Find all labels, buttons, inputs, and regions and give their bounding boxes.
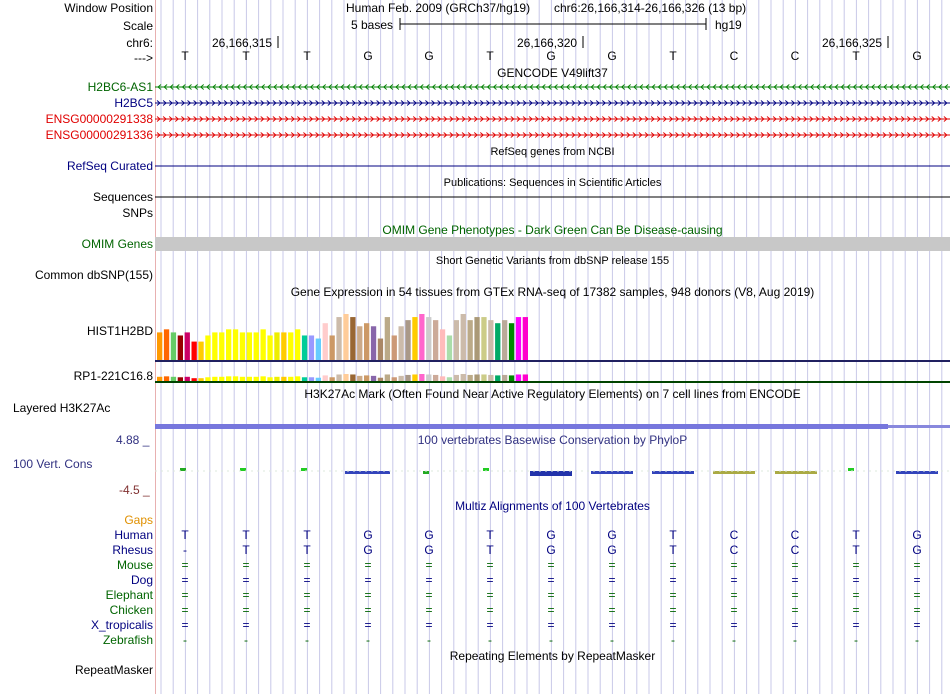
gtex-bar-48[interactable] xyxy=(488,375,493,381)
gtex-bar-3[interactable] xyxy=(178,335,183,360)
align-x_tropicalis-6: = xyxy=(547,618,555,632)
base-10: C xyxy=(790,49,800,63)
align-rhesus-6: G xyxy=(546,543,556,557)
align-rhesus-12: G xyxy=(912,543,922,557)
align-x_tropicalis-9: = xyxy=(730,618,738,632)
species-label-elephant[interactable]: Elephant xyxy=(105,588,153,602)
ruler-tick-2: 26,166,320 xyxy=(517,36,578,50)
align-zebrafish-8: - xyxy=(671,633,675,647)
snps-label[interactable]: SNPs xyxy=(122,206,153,220)
gtex-bar-15[interactable] xyxy=(261,329,266,360)
align-rhesus-10: C xyxy=(790,543,800,557)
gene-label-h2bc5[interactable]: H2BC5 xyxy=(114,96,153,110)
gtex-bar-6[interactable] xyxy=(198,342,203,360)
gtex-bar-40[interactable] xyxy=(433,375,438,381)
align-x_tropicalis-4: = xyxy=(425,618,433,632)
gtex-bar-21[interactable] xyxy=(302,377,307,381)
phylop-label[interactable]: 100 Vert. Cons xyxy=(13,457,93,471)
align-mouse-0: = xyxy=(181,558,189,572)
align-rhesus-3: G xyxy=(363,543,373,557)
gtex-bar-16[interactable] xyxy=(267,335,272,360)
publications-label[interactable]: Sequences xyxy=(92,190,153,204)
species-label-dog[interactable]: Dog xyxy=(130,573,153,587)
align-elephant-4: = xyxy=(425,588,433,602)
base-12: G xyxy=(912,49,922,63)
align-human-12: G xyxy=(912,528,922,542)
species-label-x_tropicalis[interactable]: X_tropicalis xyxy=(90,618,153,632)
phylop-title: 100 vertebrates Basewise Conservation by PhyloP xyxy=(417,433,688,447)
gtex-bar-22[interactable] xyxy=(309,377,314,381)
gtex-bar-51[interactable] xyxy=(509,323,514,360)
scale-label: Scale xyxy=(122,19,153,33)
gtex-bar-47[interactable] xyxy=(481,374,486,381)
gtex-bar-35[interactable] xyxy=(399,376,404,381)
gtex-bar-52[interactable] xyxy=(516,317,521,360)
gtex-bar-37[interactable] xyxy=(412,317,417,360)
gtex-bar-53[interactable] xyxy=(523,374,528,381)
gtex-bar-45[interactable] xyxy=(468,320,473,360)
gtex-bar-35[interactable] xyxy=(399,326,404,360)
align-chicken-4: = xyxy=(425,603,433,617)
align-rhesus-7: G xyxy=(607,543,617,557)
align-x_tropicalis-2: = xyxy=(303,618,311,632)
ruler-tick-3: 26,166,325 xyxy=(822,36,883,50)
align-mouse-8: = xyxy=(669,558,677,572)
align-elephant-8: = xyxy=(669,588,677,602)
gtex-bar-25[interactable] xyxy=(330,377,335,381)
align-rhesus-1: T xyxy=(242,543,250,557)
gtex-bar-29[interactable] xyxy=(357,326,362,360)
gtex-bar-28[interactable] xyxy=(350,374,355,381)
scale-db: hg19 xyxy=(715,18,742,32)
gtex-bar-5[interactable] xyxy=(192,342,197,360)
align-x_tropicalis-12: = xyxy=(913,618,921,632)
gtex-bar-34[interactable] xyxy=(392,335,397,360)
gtex-bar-1[interactable] xyxy=(164,329,169,360)
align-dog-3: = xyxy=(364,573,372,587)
h3k27ac-title: H3K27Ac Mark (Often Found Near Active Regulatory Elements) on 7 cell lines from ENCODE xyxy=(304,387,801,401)
ruler-tick-1: 26,166,315 xyxy=(212,36,273,50)
gtex-bar-44[interactable] xyxy=(461,314,466,360)
base-3: G xyxy=(363,49,373,63)
gtex-bar-49[interactable] xyxy=(495,375,500,381)
gtex-bar-19[interactable] xyxy=(288,377,293,381)
align-x_tropicalis-1: = xyxy=(242,618,250,632)
assembly-text: Human Feb. 2009 (GRCh37/hg19) xyxy=(346,1,531,15)
gtex-bar-19[interactable] xyxy=(288,332,293,360)
gtex-bar-39[interactable] xyxy=(426,317,431,360)
align-x_tropicalis-11: = xyxy=(852,618,860,632)
gtex-bar-44[interactable] xyxy=(461,374,466,381)
gtex-bar-26[interactable] xyxy=(336,317,341,360)
gtex-bar-26[interactable] xyxy=(336,374,341,381)
align-dog-12: = xyxy=(913,573,921,587)
align-chicken-9: = xyxy=(730,603,738,617)
gtex-bar-14[interactable] xyxy=(254,377,259,381)
gtex-bar-33[interactable] xyxy=(385,374,390,381)
align-elephant-12: = xyxy=(913,588,921,602)
omim-bar[interactable] xyxy=(155,237,950,251)
align-dog-10: = xyxy=(791,573,799,587)
gtex-bar-50[interactable] xyxy=(502,375,507,381)
gtex-bar-47[interactable] xyxy=(481,317,486,360)
gtex-bar-53[interactable] xyxy=(523,317,528,360)
align-human-11: T xyxy=(852,528,860,542)
align-chicken-11: = xyxy=(852,603,860,617)
gtex-bar-chart[interactable] xyxy=(157,314,528,360)
align-dog-0: = xyxy=(181,573,189,587)
gtex-title: Gene Expression in 54 tissues from GTEx RNA-seq of 17382 samples, 948 donors (V8, Aug 2019) xyxy=(290,285,815,299)
gtex-bar-8[interactable] xyxy=(212,377,217,381)
align-human-8: T xyxy=(669,528,677,542)
species-label-mouse[interactable]: Mouse xyxy=(116,558,153,572)
gtex-bar-38[interactable] xyxy=(419,314,424,360)
gtex-bar-5[interactable] xyxy=(192,378,197,381)
multiz-title: Multiz Alignments of 100 Vertebrates xyxy=(455,499,650,513)
gtex-bar-13[interactable] xyxy=(247,332,252,360)
align-dog-1: = xyxy=(242,573,250,587)
base-5: T xyxy=(486,49,494,63)
align-rhesus-2: T xyxy=(303,543,311,557)
gtex-bar-2[interactable] xyxy=(171,377,176,381)
chrom-label: chr6: xyxy=(126,36,153,50)
gtex-bar-28[interactable] xyxy=(350,317,355,360)
arrow-label: ---> xyxy=(134,51,153,65)
omim-label[interactable]: OMIM Genes xyxy=(81,237,153,251)
base-8: T xyxy=(669,49,677,63)
gtex-bar-37[interactable] xyxy=(412,374,417,381)
align-rhesus-9: C xyxy=(729,543,739,557)
align-x_tropicalis-10: = xyxy=(791,618,799,632)
align-human-7: G xyxy=(607,528,617,542)
gtex-bar-8[interactable] xyxy=(212,332,217,360)
align-human-4: G xyxy=(424,528,434,542)
refseq-label[interactable]: RefSeq Curated xyxy=(66,159,153,173)
gtex-bar-1[interactable] xyxy=(164,376,169,381)
gtex-bar-36[interactable] xyxy=(405,320,410,360)
gtex-bar-6[interactable] xyxy=(198,378,203,381)
gtex-bar-7[interactable] xyxy=(205,377,210,381)
align-elephant-6: = xyxy=(547,588,555,602)
gtex-bar-14[interactable] xyxy=(254,332,259,360)
gtex-bar-45[interactable] xyxy=(468,375,473,381)
gtex-bar-41[interactable] xyxy=(440,329,445,360)
gtex-bar-50[interactable] xyxy=(502,320,507,360)
gtex-bar-0[interactable] xyxy=(157,332,162,360)
position-text[interactable]: chr6:26,166,314-26,166,326 (13 bp) xyxy=(554,1,747,15)
gtex-bar-30[interactable] xyxy=(364,375,369,381)
dna-sequence-row[interactable] xyxy=(0,49,950,63)
base-1: T xyxy=(242,49,250,63)
align-elephant-2: = xyxy=(303,588,311,602)
align-chicken-12: = xyxy=(913,603,921,617)
gtex-bar-23[interactable] xyxy=(316,378,321,381)
phylop-max: 4.88 _ xyxy=(116,433,150,447)
align-elephant-0: = xyxy=(181,588,189,602)
align-zebrafish-10: - xyxy=(793,633,797,647)
window-position-label: Window Position xyxy=(64,1,153,15)
gtex-bar-3[interactable] xyxy=(178,377,183,381)
gtex-bar-41[interactable] xyxy=(440,376,445,381)
repeatmasker-label[interactable]: RepeatMasker xyxy=(74,663,153,677)
align-human-9: C xyxy=(729,528,739,542)
gtex-bar-32[interactable] xyxy=(378,339,383,360)
align-mouse-11: = xyxy=(852,558,860,572)
align-elephant-10: = xyxy=(791,588,799,602)
gtex-bar-0[interactable] xyxy=(157,377,162,381)
align-zebrafish-7: - xyxy=(610,633,614,647)
align-chicken-5: = xyxy=(486,603,494,617)
gtex-bar-15[interactable] xyxy=(261,376,266,381)
phylop-mark-6 xyxy=(530,471,572,476)
gtex-bar-24[interactable] xyxy=(323,323,328,360)
gtex-bar-4[interactable] xyxy=(185,377,190,381)
gtex-bar-7[interactable] xyxy=(205,335,210,360)
gtex-bar-52[interactable] xyxy=(516,374,521,381)
align-zebrafish-2: - xyxy=(305,633,309,647)
align-elephant-7: = xyxy=(608,588,616,602)
gencode-gene-lines xyxy=(155,85,950,138)
align-mouse-7: = xyxy=(608,558,616,572)
gtex-bar-11[interactable] xyxy=(233,329,238,360)
omim-title: OMIM Gene Phenotypes - Dark Green Can Be Disease-causing xyxy=(382,223,723,237)
base-2: T xyxy=(303,49,311,63)
align-x_tropicalis-5: = xyxy=(486,618,494,632)
species-label-human[interactable]: Human xyxy=(114,528,153,542)
gtex-bar-38[interactable] xyxy=(419,374,424,381)
align-mouse-2: = xyxy=(303,558,311,572)
gtex-bar-10[interactable] xyxy=(226,376,231,381)
gtex-bar-13[interactable] xyxy=(247,377,252,381)
align-zebrafish-9: - xyxy=(732,633,736,647)
gtex-bar-27[interactable] xyxy=(343,374,348,381)
gtex-bar-18[interactable] xyxy=(281,377,286,381)
gtex-bar-25[interactable] xyxy=(330,335,335,360)
gtex-bar-17[interactable] xyxy=(274,332,279,360)
scale-bar xyxy=(400,18,706,30)
gtex-bar-18[interactable] xyxy=(281,332,286,360)
phylop-signal[interactable] xyxy=(155,468,950,476)
gtex-bar-11[interactable] xyxy=(233,376,238,381)
align-elephant-11: = xyxy=(852,588,860,602)
scale-text: 5 bases xyxy=(351,18,394,32)
align-dog-4: = xyxy=(425,573,433,587)
species-label-zebrafish[interactable]: Zebrafish xyxy=(102,633,153,647)
base-0: T xyxy=(181,49,189,63)
align-elephant-9: = xyxy=(730,588,738,602)
base-7: G xyxy=(607,49,617,63)
align-chicken-0: = xyxy=(181,603,189,617)
align-zebrafish-4: - xyxy=(427,633,431,647)
align-chicken-10: = xyxy=(791,603,799,617)
species-label-rhesus[interactable]: Rhesus xyxy=(112,543,153,557)
align-dog-9: = xyxy=(730,573,738,587)
align-chicken-8: = xyxy=(669,603,677,617)
gtex-bar-23[interactable] xyxy=(316,339,321,360)
base-4: G xyxy=(424,49,434,63)
publications-title: Publications: Sequences in Scientific Articles xyxy=(443,177,662,189)
base-9: C xyxy=(729,49,739,63)
gtex-bar-36[interactable] xyxy=(405,375,410,381)
align-human-5: T xyxy=(486,528,494,542)
align-mouse-4: = xyxy=(425,558,433,572)
align-rhesus-8: T xyxy=(669,543,677,557)
align-elephant-5: = xyxy=(486,588,494,602)
align-dog-5: = xyxy=(486,573,494,587)
gtex-bar-9[interactable] xyxy=(219,377,224,381)
gtex-bar-2[interactable] xyxy=(171,332,176,360)
gtex-bar-17[interactable] xyxy=(274,377,279,381)
align-chicken-3: = xyxy=(364,603,372,617)
gtex-gene-1-label[interactable]: HIST1H2BD xyxy=(86,324,153,338)
align-dog-6: = xyxy=(547,573,555,587)
gene-label-h2bc6-as1[interactable]: H2BC6-AS1 xyxy=(87,80,153,94)
dbsnp-title: Short Genetic Variants from dbSNP release 155 xyxy=(435,255,670,267)
gencode-title: GENCODE V49lift37 xyxy=(497,66,608,80)
h3k27ac-band[interactable] xyxy=(155,424,888,429)
gtex-bar-46[interactable] xyxy=(474,317,479,360)
dbsnp-label[interactable]: Common dbSNP(155) xyxy=(34,268,153,282)
align-chicken-1: = xyxy=(242,603,250,617)
gtex-bar-31[interactable] xyxy=(371,326,376,360)
align-elephant-3: = xyxy=(364,588,372,602)
gtex-bar-43[interactable] xyxy=(454,375,459,381)
align-mouse-6: = xyxy=(547,558,555,572)
align-mouse-9: = xyxy=(730,558,738,572)
align-human-0: T xyxy=(181,528,189,542)
ruler-ticks xyxy=(278,36,888,48)
align-rhesus-4: G xyxy=(424,543,434,557)
gtex-bar-49[interactable] xyxy=(495,323,500,360)
align-rhesus-0: - xyxy=(183,543,187,557)
align-dog-2: = xyxy=(303,573,311,587)
gtex-bar-12[interactable] xyxy=(240,332,245,360)
gtex-bar-22[interactable] xyxy=(309,335,314,360)
align-chicken-2: = xyxy=(303,603,311,617)
align-mouse-12: = xyxy=(913,558,921,572)
base-11: T xyxy=(852,49,860,63)
refseq-title: RefSeq genes from NCBI xyxy=(490,146,615,158)
h3k27ac-label[interactable]: Layered H3K27Ac xyxy=(13,401,111,415)
align-x_tropicalis-3: = xyxy=(364,618,372,632)
phylop-min: -4.5 _ xyxy=(119,483,150,497)
gtex-bar-4[interactable] xyxy=(185,332,190,360)
align-mouse-10: = xyxy=(791,558,799,572)
align-x_tropicalis-8: = xyxy=(669,618,677,632)
gtex-bar-29[interactable] xyxy=(357,376,362,381)
align-dog-8: = xyxy=(669,573,677,587)
gtex-bar-chart-2[interactable] xyxy=(157,374,528,381)
align-human-3: G xyxy=(363,528,373,542)
gtex-bar-34[interactable] xyxy=(392,377,397,381)
align-zebrafish-12: - xyxy=(915,633,919,647)
repeatmasker-title: Repeating Elements by RepeatMasker xyxy=(449,649,656,663)
gtex-bar-9[interactable] xyxy=(219,332,224,360)
gene-label-ensg00000291338[interactable]: ENSG00000291338 xyxy=(45,112,153,126)
gtex-bar-21[interactable] xyxy=(302,335,307,360)
gtex-bar-20[interactable] xyxy=(295,329,300,360)
align-human-2: T xyxy=(303,528,311,542)
align-chicken-7: = xyxy=(608,603,616,617)
gtex-gene-2-label[interactable]: RP1-221C16.8 xyxy=(73,369,153,383)
align-rhesus-11: T xyxy=(852,543,860,557)
align-zebrafish-11: - xyxy=(854,633,858,647)
align-human-1: T xyxy=(242,528,250,542)
gtex-bar-30[interactable] xyxy=(364,323,369,360)
gaps-label[interactable]: Gaps xyxy=(124,513,153,527)
align-zebrafish-6: - xyxy=(549,633,553,647)
align-dog-11: = xyxy=(852,573,860,587)
align-x_tropicalis-0: = xyxy=(181,618,189,632)
gtex-bar-51[interactable] xyxy=(509,375,514,381)
gtex-bar-24[interactable] xyxy=(323,375,328,381)
h3k27ac-band-right xyxy=(888,425,950,428)
gtex-bar-42[interactable] xyxy=(447,335,452,360)
align-x_tropicalis-7: = xyxy=(608,618,616,632)
gtex-bar-12[interactable] xyxy=(240,377,245,381)
gtex-bar-27[interactable] xyxy=(343,314,348,360)
align-zebrafish-0: - xyxy=(183,633,187,647)
gene-label-ensg00000291336[interactable]: ENSG00000291336 xyxy=(45,128,153,142)
gtex-bar-31[interactable] xyxy=(371,376,376,381)
gtex-bar-39[interactable] xyxy=(426,374,431,381)
gtex-bar-32[interactable] xyxy=(378,378,383,381)
align-human-10: C xyxy=(790,528,800,542)
gtex-bar-42[interactable] xyxy=(447,377,452,381)
gtex-bar-20[interactable] xyxy=(295,376,300,381)
gtex-bar-43[interactable] xyxy=(454,320,459,360)
align-human-6: G xyxy=(546,528,556,542)
align-rhesus-5: T xyxy=(486,543,494,557)
align-chicken-6: = xyxy=(547,603,555,617)
align-elephant-1: = xyxy=(242,588,250,602)
align-zebrafish-5: - xyxy=(488,633,492,647)
align-dog-7: = xyxy=(608,573,616,587)
gtex-bar-10[interactable] xyxy=(226,329,231,360)
gtex-bar-16[interactable] xyxy=(267,377,272,381)
align-zebrafish-1: - xyxy=(244,633,248,647)
gtex-bar-48[interactable] xyxy=(488,320,493,360)
species-label-chicken[interactable]: Chicken xyxy=(109,603,153,617)
gtex-bar-40[interactable] xyxy=(433,320,438,360)
align-mouse-1: = xyxy=(242,558,250,572)
base-6: G xyxy=(546,49,556,63)
align-mouse-5: = xyxy=(486,558,494,572)
align-zebrafish-3: - xyxy=(366,633,370,647)
align-mouse-3: = xyxy=(364,558,372,572)
gtex-bar-46[interactable] xyxy=(474,374,479,381)
gtex-bar-33[interactable] xyxy=(385,317,390,360)
